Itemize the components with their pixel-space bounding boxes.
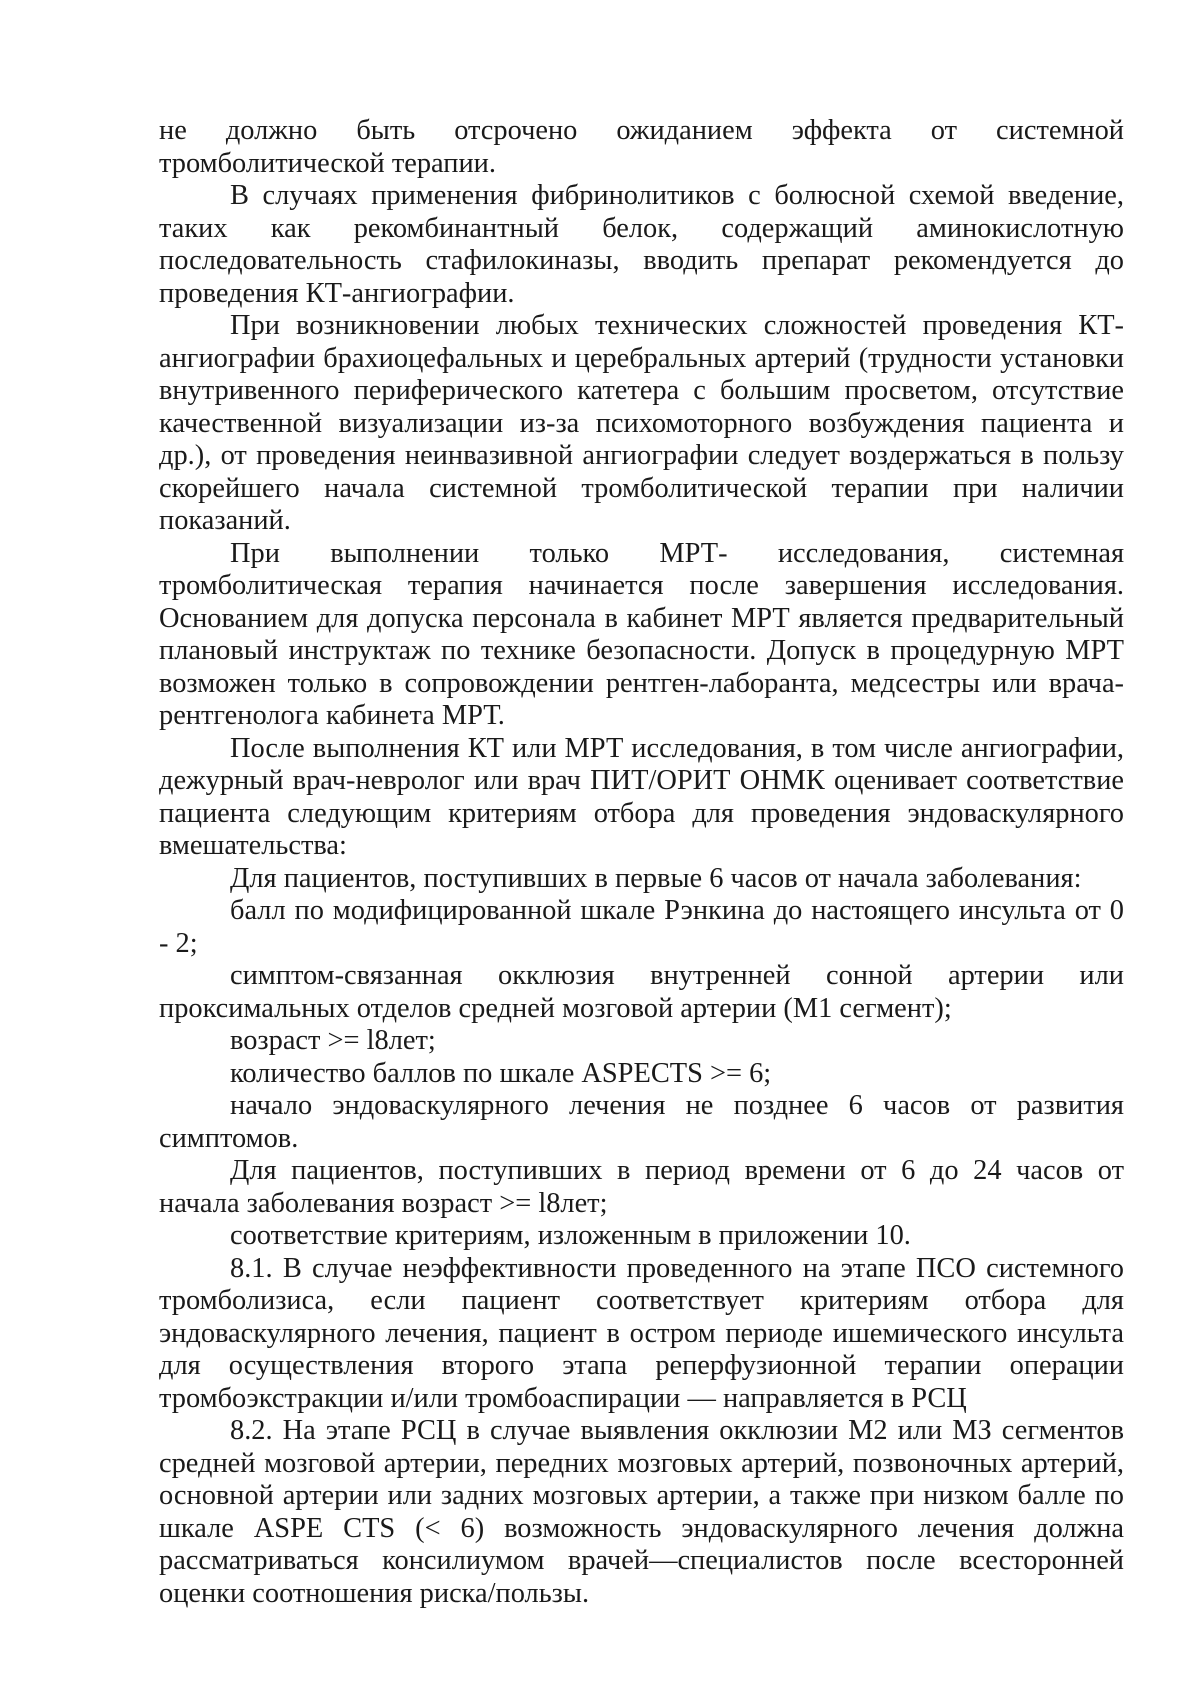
criterion-rankin-scale: балл по модифицированной шкале Рэнкина до настоящего инсульта от 0 - 2; — [159, 895, 1124, 959]
criterion-treatment-start: начало эндоваскулярного лечения не позднее 6 часов от развития симптомов. — [159, 1090, 1124, 1154]
section-8-1: 8.1. В случае неэффективности проведенного на этапе ПСО системного тромболизиса, если пациент соответствует критериям отбора для эндоваскулярного лечения, пациент в остром периоде ишемического инсульта для осуществления второго этапа реперфузионной терапии операции тромбоэкстракции и/или тромбоаспирации — направляется в РСЦ — [159, 1252, 1124, 1414]
paragraph-6-to-24-hours: Для пациентов, поступивших в период времени от 6 до 24 часов от начала заболевания возраст >= l8лет; — [159, 1155, 1124, 1219]
section-8-2: 8.2. На этапе РСЦ в случае выявления окклюзии М2 или МЗ сегментов средней мозговой артерии, передних мозговых артерий, позвоночных артерий, основной артерии или задних мозговых артерии, а также при низком балле по шкале ASPE CTS (< 6) возможность эндоваскулярного лечения должна рассматриваться консилиумом врачей—специалистов после всесторонней оценки соотношения риска/пользы. — [159, 1415, 1124, 1609]
paragraph-ct-angiography-difficulties: При возникновении любых технических сложностей проведения КТ-ангиографии брахиоцефальных и церебральных артерий (трудности установки внутривенного периферического катетера с большим просветом, отсутствие качественной визуализации из-за психомоторного возбуждения пациента и др.), от проведения неинвазивной ангиографии следует воздержаться в пользу скорейшего начала системной тромболитической терапии при наличии показаний. — [159, 310, 1124, 536]
paragraph-bolus-fibrinolytics: В случаях применения фибринолитиков с болюсной схемой введение, таких как рекомбинантный белок, содержащий аминокислотную последовательность стафилокиназы, вводить препарат рекомендуется до проведения КТ-ангиографии. — [159, 180, 1124, 309]
criterion-appendix-10: соответствие критериям, изложенным в приложении 10. — [230, 1220, 911, 1251]
paragraph-tromb-continuation: не должно быть отсрочено ожиданием эффекта от системной тромболитической терапии. — [159, 115, 1124, 179]
criterion-occlusion: симптом-связанная окклюзия внутренней сонной артерии или проксимальных отделов средней мозговой артерии (М1 сегмент); — [159, 960, 1124, 1024]
document-page — [159, 115, 1124, 1610]
paragraph-first-6-hours: Для пациентов, поступивших в первые 6 часов от начала заболевания: — [230, 862, 1082, 894]
criterion-aspects: количество баллов по шкале ASPECTS >= 6; — [230, 1057, 772, 1089]
paragraph-selection-criteria: После выполнения КТ или МРТ исследования, в том числе ангиографии, дежурный врач-невролог или врач ПИТ/ОРИТ ОНМК оценивает соответствие пациента следующим критериям отбора для проведения эндоваскулярного вмешательства: — [159, 732, 1124, 861]
paragraph-mri-only: При выполнении только МРТ- исследования, системная тромболитическая терапия начинается после завершения исследования. Основанием для допуска персонала в кабинет МРТ является предварительный плановый инструктаж по технике безопасности. Допуск в процедурную МРТ возможен только в сопровождении рентген-лаборанта, медсестры или врача-рентгенолога кабинета МРТ. — [159, 537, 1124, 731]
criterion-age: возраст >= l8лет; — [230, 1025, 436, 1056]
